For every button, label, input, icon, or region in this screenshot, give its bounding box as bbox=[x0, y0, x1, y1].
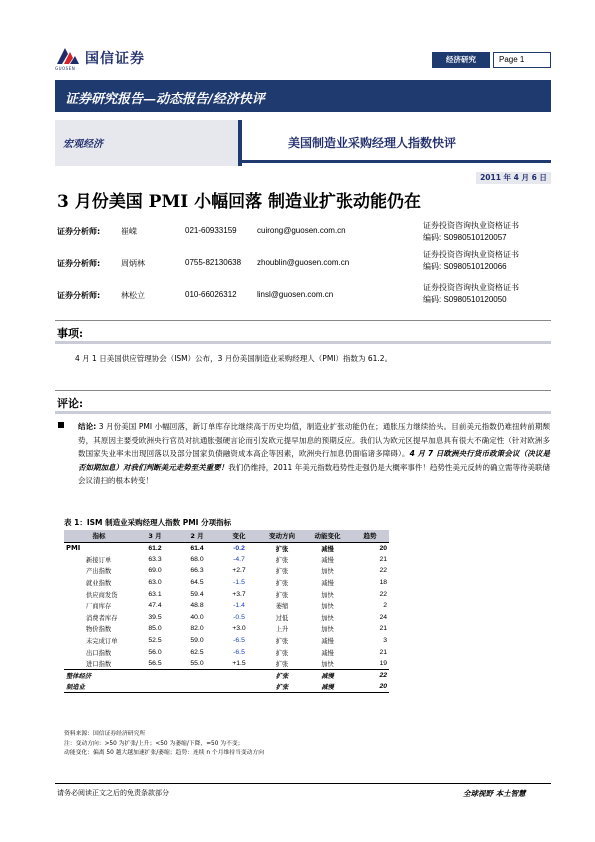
cert-code: 编码: S0980510120057 bbox=[423, 232, 507, 242]
cell-feb: 55.0 bbox=[190, 659, 204, 667]
cell-mar bbox=[134, 681, 176, 693]
note-direction: 注：变动方向：>50 为扩张/上升；<50 为萎缩/下降，=50 为不变； bbox=[64, 740, 244, 747]
col-header: 2 月 bbox=[176, 530, 218, 542]
guosen-logo bbox=[55, 44, 175, 72]
comment-text: 3 月份美国 PMI 小幅回落，新订单库存比继续高于历史均值，制造业扩张动能仍在；通胀压力继续抬头。目前美元指数仍难扭转前期颓势，其原因主要受欧洲央行官员对抗通胀强硬言论而引发欧元提早加息的预期反应。我们认为欧元区提早加息具有很大不确定性（针对欧洲多数国家失业率未出现回落以及部分国家负债融资成本高企等因素，欧洲央行加息仍面临诸多障碍）。 bbox=[78, 422, 551, 459]
cell-direction: 扩张 bbox=[275, 649, 289, 657]
cell-mar: 63.1 bbox=[148, 590, 162, 598]
cell-change: +2.7 bbox=[232, 567, 246, 575]
cell-direction: 扩张 bbox=[275, 580, 289, 588]
cell-change: -6.5 bbox=[233, 648, 245, 656]
col-header: 变动方向 bbox=[260, 530, 304, 542]
analyst-label: 证券分析师: bbox=[57, 291, 101, 300]
cell-momentum: 减慢 bbox=[321, 649, 334, 657]
analyst-label: 证券分析师: bbox=[57, 259, 101, 268]
cell-trend: 18 bbox=[379, 579, 387, 587]
footer-divider bbox=[55, 783, 551, 784]
cell-feb: 59.0 bbox=[190, 637, 204, 645]
cell-mar: 63.0 bbox=[148, 579, 162, 587]
cell-change: +3.0 bbox=[232, 625, 246, 633]
cell-trend: 22 bbox=[351, 670, 389, 682]
divider bbox=[242, 160, 551, 163]
cell-momentum: 减慢 bbox=[304, 670, 351, 682]
report-date: 2011 年 4 月 6 日 bbox=[476, 172, 551, 184]
cell-mar: 56.5 bbox=[148, 659, 162, 667]
section-tag: 经济研究 bbox=[432, 52, 490, 68]
cell-indicator: 物价指数 bbox=[86, 626, 112, 634]
headline: 3 月份美国 PMI 小幅回落 制造业扩张动能仍在 bbox=[57, 192, 422, 212]
cell-momentum: 加快 bbox=[321, 614, 334, 622]
cell-trend: 20 bbox=[351, 542, 389, 554]
cell-mar: 56.0 bbox=[148, 648, 162, 656]
analyst-name: 林松立 bbox=[121, 291, 145, 300]
cell-direction: 扩张 bbox=[260, 542, 304, 554]
col-header: 3 月 bbox=[134, 530, 176, 542]
cell-mar: 39.5 bbox=[148, 613, 162, 621]
cell-momentum: 减慢 bbox=[321, 556, 334, 564]
cell-direction: 萎缩 bbox=[275, 603, 289, 611]
cell-feb: 59.4 bbox=[190, 590, 204, 598]
cell-momentum: 加快 bbox=[321, 603, 334, 611]
guosen-logo-icon bbox=[55, 44, 81, 66]
cell-indicator: 厂商库存 bbox=[86, 603, 112, 611]
table-row bbox=[64, 670, 389, 682]
col-header: 动能变化 bbox=[304, 530, 351, 542]
section-bar bbox=[55, 411, 551, 414]
comment-body bbox=[78, 420, 550, 488]
cell-trend: 22 bbox=[379, 590, 387, 598]
cell-feb: 40.0 bbox=[190, 613, 204, 621]
cell-indicator: 未完成订单 bbox=[86, 638, 118, 646]
divider bbox=[55, 320, 551, 321]
cell-change: +1.5 bbox=[232, 659, 246, 667]
cell-indicator: 新接订单 bbox=[86, 556, 112, 564]
cell-direction: 扩张 bbox=[275, 591, 289, 599]
analyst-phone: 021-60933159 bbox=[185, 226, 237, 235]
cell-momentum: 加快 bbox=[321, 568, 334, 576]
col-header: 指标 bbox=[64, 530, 134, 542]
analyst-name: 周炳林 bbox=[121, 259, 145, 268]
cell-feb: 48.8 bbox=[190, 602, 204, 610]
cert-code: 编码: S0980510120050 bbox=[423, 294, 507, 304]
cell-indicator: 整体经济 bbox=[64, 670, 134, 682]
table-row bbox=[64, 646, 389, 658]
category-box bbox=[55, 120, 238, 166]
cell-momentum: 减慢 bbox=[321, 580, 334, 588]
table-notes bbox=[64, 730, 264, 759]
note-source: 资料来源：国信证券经济研究所 bbox=[64, 731, 146, 737]
cert-title: 证券投资咨询执业资格证书 bbox=[423, 283, 519, 292]
cell-direction: 上升 bbox=[275, 626, 289, 634]
category-row bbox=[55, 120, 551, 166]
col-header: 变化 bbox=[218, 530, 260, 542]
pmi-table bbox=[64, 530, 389, 693]
cell-feb: 82.0 bbox=[190, 625, 204, 633]
table-row bbox=[64, 612, 389, 624]
cell-indicator: 制造业 bbox=[64, 681, 134, 693]
cell-trend: 2 bbox=[383, 602, 387, 610]
table-title: 表 1：ISM 制造业采购经理人指数 PMI 分项指标 bbox=[64, 518, 232, 527]
brand-name: 国信证券 bbox=[85, 51, 145, 67]
cell-change: -1.5 bbox=[233, 579, 245, 587]
cell-momentum: 加快 bbox=[321, 626, 334, 634]
cell-feb: 66.3 bbox=[190, 567, 204, 575]
comment-lead: 结论: bbox=[78, 422, 97, 431]
cell-indicator: 就业指数 bbox=[86, 580, 112, 588]
cell-indicator: PMI bbox=[64, 542, 134, 554]
comment-heading: 评论: bbox=[57, 397, 84, 410]
cert-block bbox=[423, 282, 553, 305]
cell-mar: 52.5 bbox=[148, 637, 162, 645]
cell-change bbox=[218, 681, 260, 693]
cell-change bbox=[218, 670, 260, 682]
cell-mar: 47.4 bbox=[148, 602, 162, 610]
note-momentum: 动能变化：偏离 50 越大越加速扩张/萎缩；趋势：连续 n 个月维持当变动方向 bbox=[64, 750, 265, 756]
cell-momentum: 减慢 bbox=[304, 681, 351, 693]
cell-feb: 68.0 bbox=[190, 555, 204, 563]
table-row bbox=[64, 600, 389, 612]
cell-momentum: 减慢 bbox=[321, 638, 334, 646]
table-header-row bbox=[64, 530, 389, 542]
cert-block bbox=[423, 220, 553, 243]
brand-sub: GUOSEN bbox=[55, 66, 76, 71]
cell-indicator: 产出指数 bbox=[86, 568, 112, 576]
col-header: 趋势 bbox=[351, 530, 389, 542]
cell-mar bbox=[134, 670, 176, 682]
cell-trend: 3 bbox=[383, 637, 387, 645]
cell-momentum: 加快 bbox=[321, 660, 334, 668]
cell-trend: 22 bbox=[379, 567, 387, 575]
cell-mar: 61.2 bbox=[134, 542, 176, 554]
cell-change: -0.5 bbox=[233, 613, 245, 621]
cell-indicator: 出口指数 bbox=[86, 649, 112, 657]
analyst-phone: 0755-82130638 bbox=[185, 258, 242, 267]
cert-block bbox=[423, 249, 553, 272]
cell-change: -0.2 bbox=[218, 542, 260, 554]
cell-direction: 扩张 bbox=[260, 670, 304, 682]
cell-feb bbox=[176, 670, 218, 682]
divider bbox=[55, 390, 551, 391]
cell-feb bbox=[176, 681, 218, 693]
analyst-email[interactable]: cuirong@guosen.com.cn bbox=[257, 226, 346, 235]
comment-tail: 我们仍维持，2011 年美元指数趋势性走强仍是大概率事件！趋势性美元反转的确立需等待美联储会议清扫的根本转变！ bbox=[78, 462, 551, 486]
cell-direction: 扩张 bbox=[275, 638, 289, 646]
title-band bbox=[55, 80, 551, 112]
cell-change: -6.5 bbox=[233, 637, 245, 645]
table-row bbox=[64, 577, 389, 589]
cell-mar: 85.0 bbox=[148, 625, 162, 633]
footer-disclaimer: 请务必阅读正文之后的免责条款部分 bbox=[57, 789, 169, 797]
analyst-phone: 010-66026312 bbox=[185, 290, 237, 299]
table-row bbox=[64, 542, 389, 554]
cell-indicator: 进口指数 bbox=[86, 660, 112, 668]
footer-slogan: 全球视野 本土智慧 bbox=[463, 789, 526, 798]
cell-change: +3.7 bbox=[232, 590, 246, 598]
cell-change: -4.7 bbox=[233, 555, 245, 563]
cert-code: 编码: S0980510120066 bbox=[423, 261, 507, 271]
event-heading: 事项: bbox=[57, 327, 84, 340]
cell-mar: 63.3 bbox=[148, 555, 162, 563]
comment-highlight: 4 月 7 日欧洲央行货币政策会议（决议是否如期加息）对我们判断美元走势至关重要！ bbox=[78, 449, 551, 472]
analyst-label: 证券分析师: bbox=[57, 227, 101, 236]
bullet-icon bbox=[58, 422, 64, 428]
cert-title: 证券投资咨询执业资格证书 bbox=[423, 221, 519, 230]
cell-direction: 扩张 bbox=[260, 681, 304, 693]
table-row bbox=[64, 588, 389, 600]
band-title: 证券研究报告—动态报告/经济快评 bbox=[65, 92, 265, 107]
analyst-email[interactable]: zhoublin@guosen.com.cn bbox=[257, 258, 350, 267]
table-row bbox=[64, 554, 389, 566]
cell-direction: 过低 bbox=[275, 614, 289, 622]
event-text: 4 月 1 日美国供应管理协会（ISM）公布，3 月份美国制造业采购经理人（PMI）指数为 61.2。 bbox=[75, 354, 393, 363]
cell-direction: 扩张 bbox=[275, 660, 289, 668]
analyst-email[interactable]: linsl@guosen.com.cn bbox=[257, 290, 334, 299]
cell-momentum: 减慢 bbox=[304, 542, 351, 554]
table-row bbox=[64, 681, 389, 693]
table-row bbox=[64, 623, 389, 635]
cell-indicator: 消费者库存 bbox=[86, 614, 118, 622]
cell-change: -1.4 bbox=[233, 602, 245, 610]
table-row bbox=[64, 635, 389, 647]
table-row bbox=[64, 658, 389, 670]
category: 宏观经济 bbox=[63, 139, 103, 150]
cell-momentum: 加快 bbox=[321, 591, 334, 599]
cell-feb: 64.5 bbox=[190, 579, 204, 587]
cell-direction: 扩张 bbox=[275, 556, 289, 564]
table-row bbox=[64, 565, 389, 577]
cell-mar: 69.0 bbox=[148, 567, 162, 575]
page-number: Page 1 bbox=[493, 52, 551, 68]
section-bar bbox=[55, 341, 551, 344]
analyst-name: 崔嵘 bbox=[121, 227, 137, 236]
cell-direction: 扩张 bbox=[275, 568, 289, 576]
cell-trend: 19 bbox=[379, 659, 387, 667]
cell-trend: 24 bbox=[379, 613, 387, 621]
cert-title: 证券投资咨询执业资格证书 bbox=[423, 250, 519, 259]
cell-trend: 20 bbox=[351, 681, 389, 693]
cell-indicator: 供应商发货 bbox=[86, 591, 118, 599]
cell-trend: 21 bbox=[379, 555, 387, 563]
cell-trend: 21 bbox=[379, 648, 387, 656]
report-title: 美国制造业采购经理人指数快评 bbox=[288, 136, 457, 150]
cell-feb: 61.4 bbox=[176, 542, 218, 554]
cell-feb: 62.5 bbox=[190, 648, 204, 656]
cell-trend: 21 bbox=[379, 625, 387, 633]
